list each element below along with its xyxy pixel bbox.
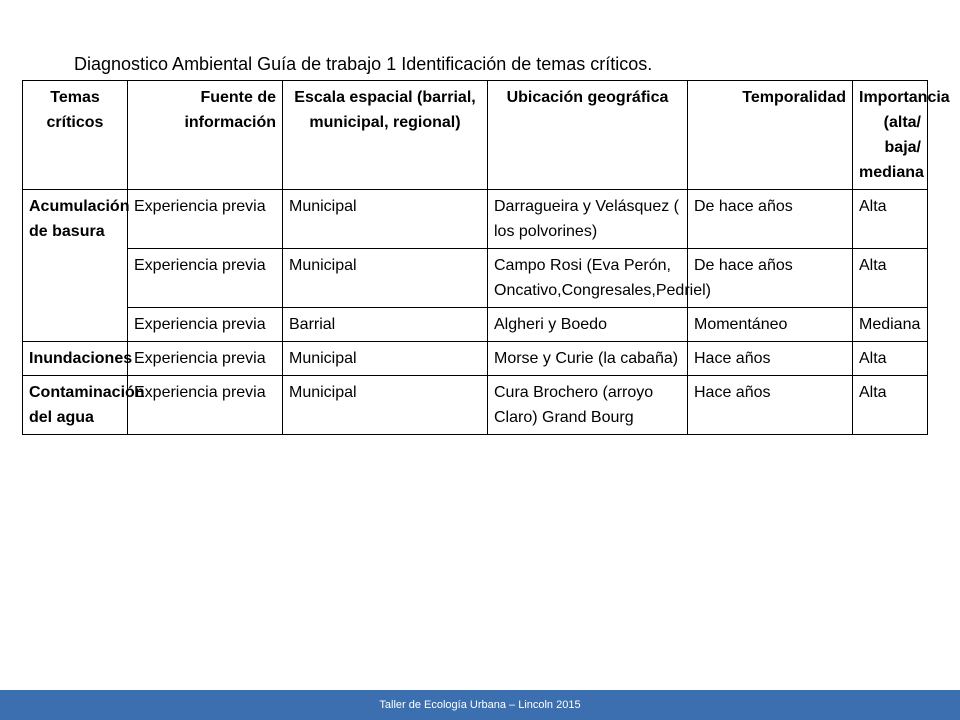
table-row xyxy=(23,190,928,249)
cell-temporalidad: De hace años xyxy=(688,249,853,308)
header-temas: Temas críticos xyxy=(23,81,128,190)
cell-fuente: Experiencia previa xyxy=(128,190,283,249)
cell-fuente: Experiencia previa xyxy=(128,376,283,435)
table-row xyxy=(23,308,928,342)
page-title: Diagnostico Ambiental Guía de trabajo 1 Identificación de temas críticos. xyxy=(74,54,653,74)
cell-ubicacion: Campo Rosi (Eva Perón, Oncativo,Congresales,Pedriel) xyxy=(488,249,688,308)
cell-ubicacion: Morse y Curie (la cabaña) xyxy=(488,342,688,376)
cell-ubicacion: Darragueira y Velásquez ( los polvorines) xyxy=(488,190,688,249)
cell-tema: Inundaciones xyxy=(23,342,128,376)
header-fuente: Fuente de información xyxy=(128,81,283,190)
cell-ubicacion: Algheri y Boedo xyxy=(488,308,688,342)
table-row xyxy=(23,376,928,435)
cell-escala: Municipal xyxy=(283,249,488,308)
cell-temporalidad: De hace años xyxy=(688,190,853,249)
cell-ubicacion: Cura Brochero (arroyo Claro) Grand Bourg xyxy=(488,376,688,435)
cell-fuente: Experiencia previa xyxy=(128,249,283,308)
header-importancia: Importancia (alta/ baja/ mediana xyxy=(853,81,928,190)
critical-topics-table xyxy=(22,80,950,435)
table-row xyxy=(23,342,928,376)
cell-fuente: Experiencia previa xyxy=(128,342,283,376)
cell-escala: Municipal xyxy=(283,342,488,376)
table-header-row xyxy=(23,81,928,190)
cell-importancia: Alta xyxy=(853,249,928,308)
cell-escala: Barrial xyxy=(283,308,488,342)
header-escala: Escala espacial (barrial, municipal, regional) xyxy=(283,81,488,190)
cell-importancia: Alta xyxy=(853,190,928,249)
header-ubicacion: Ubicación geográfica xyxy=(488,81,688,190)
cell-importancia: Alta xyxy=(853,376,928,435)
cell-tema: Acumulación de basura xyxy=(23,190,128,342)
footer-bar: Taller de Ecología Urbana – Lincoln 2015 xyxy=(0,690,960,720)
cell-temporalidad: Hace años xyxy=(688,376,853,435)
cell-escala: Municipal xyxy=(283,190,488,249)
cell-escala: Municipal xyxy=(283,376,488,435)
cell-importancia: Mediana xyxy=(853,308,928,342)
header-temporalidad: Temporalidad xyxy=(688,81,853,190)
cell-temporalidad: Momentáneo xyxy=(688,308,853,342)
cell-fuente: Experiencia previa xyxy=(128,308,283,342)
cell-temporalidad: Hace años xyxy=(688,342,853,376)
cell-importancia: Alta xyxy=(853,342,928,376)
cell-tema: Contaminación del agua xyxy=(23,376,128,435)
table-row xyxy=(23,249,928,308)
